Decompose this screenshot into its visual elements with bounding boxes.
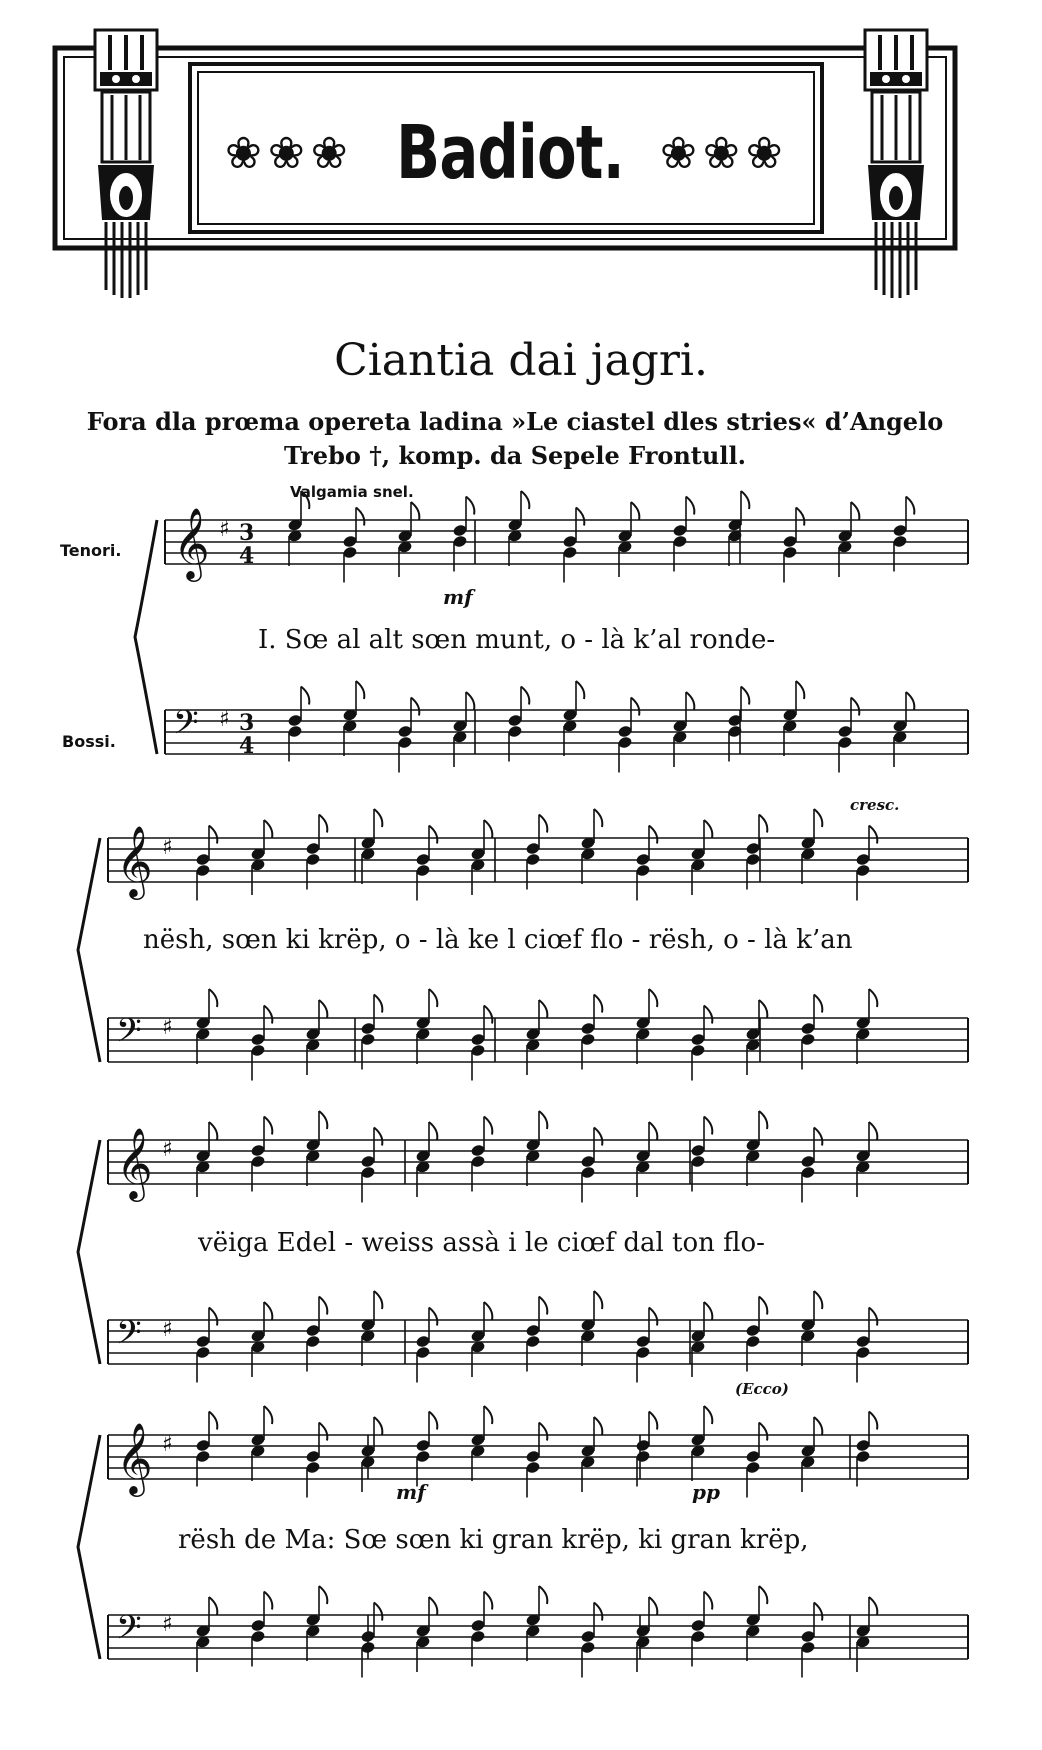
subtitle-line-2: Trebo †, komp. da Sepele Frontull.: [284, 441, 746, 470]
dynamic-mf-1: mf: [443, 585, 473, 609]
treble-clef: 𝄞: [116, 824, 153, 897]
note-flag: [906, 692, 914, 710]
note-flag: [411, 502, 419, 520]
note-flag: [796, 508, 804, 526]
note-flag: [759, 1111, 767, 1129]
note-flag: [209, 1122, 217, 1140]
note-flag: [319, 1423, 327, 1441]
note-flag: [869, 826, 877, 844]
note-flag: [869, 1122, 877, 1140]
key-signature: ♯: [162, 835, 173, 860]
ornament-right: ❀❀❀: [660, 128, 789, 179]
note-flag: [264, 1117, 272, 1135]
note-flag: [319, 1111, 327, 1129]
note-flag: [869, 1308, 877, 1326]
note-flag: [429, 1412, 437, 1430]
key-signature: ♯: [162, 1137, 173, 1162]
note-flag: [814, 1291, 822, 1309]
note-flag: [814, 995, 822, 1013]
note-flag: [484, 1302, 492, 1320]
note-flag: [686, 497, 694, 515]
bass-clef: 𝄢: [116, 1012, 142, 1058]
note-flag: [851, 698, 859, 716]
note-flag: [466, 497, 474, 515]
system-brace: [78, 1435, 100, 1659]
note-flag: [484, 1592, 492, 1610]
dynamic-ecco: (Ecco): [735, 1380, 789, 1398]
key-signature: ♯: [162, 1612, 173, 1637]
note-flag: [649, 1308, 657, 1326]
note-flag: [759, 815, 767, 833]
note-flag: [411, 698, 419, 716]
note-flag: [759, 1586, 767, 1604]
note-flag: [539, 1297, 547, 1315]
note-flag: [594, 1417, 602, 1435]
note-flag: [704, 1406, 712, 1424]
note-flag: [429, 1122, 437, 1140]
note-flag: [319, 815, 327, 833]
note-flag: [906, 497, 914, 515]
part-label-tenor: Tenori.: [60, 541, 122, 560]
note-flag: [374, 809, 382, 827]
note-flag: [264, 1406, 272, 1424]
note-flag: [796, 681, 804, 699]
treble-clef: 𝄞: [173, 506, 210, 579]
system-brace: [78, 1140, 100, 1364]
dynamic-cresc: cresc.: [850, 796, 900, 814]
note-flag: [759, 1000, 767, 1018]
note-flag: [374, 1128, 382, 1146]
note-flag: [301, 687, 309, 705]
part-label-bass: Bossi.: [62, 732, 116, 751]
note-flag: [704, 1592, 712, 1610]
note-flag: [429, 989, 437, 1007]
dynamic-pp: pp: [692, 1480, 720, 1504]
note-flag: [649, 826, 657, 844]
note-flag: [374, 1291, 382, 1309]
note-flag: [264, 820, 272, 838]
note-flag: [521, 687, 529, 705]
note-flag: [704, 1006, 712, 1024]
note-flag: [429, 1597, 437, 1615]
note-flag: [649, 1597, 657, 1615]
note-flag: [319, 1000, 327, 1018]
note-flag: [319, 1586, 327, 1604]
note-flag: [704, 820, 712, 838]
lyrics-system-2: nësh, sœn ki krëp, o - là ke l ciœf flo - rësh, o - là k’an: [143, 925, 853, 955]
key-signature: ♯: [162, 1432, 173, 1457]
note-flag: [649, 1122, 657, 1140]
note-flag: [594, 809, 602, 827]
note-flag: [869, 1412, 877, 1430]
note-flag: [429, 1308, 437, 1326]
note-flag: [356, 681, 364, 699]
note-flag: [466, 692, 474, 710]
song-title: Ciantia dai jagri.: [334, 335, 708, 386]
note-flag: [576, 681, 584, 699]
note-flag: [704, 1117, 712, 1135]
lyrics-system-4: rësh de Ma: Sœ sœn ki gran krëp, ki gran krëp,: [178, 1525, 809, 1555]
note-flag: [869, 1597, 877, 1615]
note-flag: [521, 491, 529, 509]
time-signature: 3: [239, 520, 255, 546]
note-flag: [759, 1423, 767, 1441]
note-flag: [374, 1603, 382, 1621]
note-flag: [484, 1406, 492, 1424]
key-signature: ♯: [162, 1317, 173, 1342]
system-brace: [78, 838, 100, 1062]
note-flag: [741, 687, 749, 705]
note-flag: [209, 1412, 217, 1430]
dynamic-mf-2: mf: [396, 1480, 426, 1504]
bass-clef: 𝄢: [116, 1609, 142, 1655]
note-flag: [429, 826, 437, 844]
note-flag: [484, 1117, 492, 1135]
treble-clef: 𝄞: [116, 1126, 153, 1199]
note-flag: [484, 820, 492, 838]
bass-clef: 𝄢: [116, 1314, 142, 1360]
note-flag: [209, 989, 217, 1007]
note-flag: [319, 1297, 327, 1315]
note-flag: [356, 508, 364, 526]
note-flag: [631, 698, 639, 716]
note-flag: [264, 1006, 272, 1024]
note-flag: [209, 1597, 217, 1615]
ornament-left: ❀❀❀: [225, 128, 354, 179]
note-flag: [374, 1417, 382, 1435]
note-flag: [631, 502, 639, 520]
note-flag: [374, 995, 382, 1013]
note-flag: [704, 1302, 712, 1320]
key-signature: ♯: [162, 1015, 173, 1040]
note-flag: [594, 1291, 602, 1309]
tempo-marking: Valgamia snel.: [290, 483, 414, 501]
time-signature: 4: [239, 733, 255, 759]
note-flag: [649, 1412, 657, 1430]
note-flag: [851, 502, 859, 520]
note-flag: [539, 1423, 547, 1441]
note-flag: [759, 1297, 767, 1315]
note-flag: [264, 1302, 272, 1320]
note-flag: [484, 1006, 492, 1024]
lyrics-system-1: I. Sœ al alt sœn munt, o - là k’al ronde-: [258, 625, 776, 655]
note-flag: [264, 1592, 272, 1610]
note-flag: [209, 1308, 217, 1326]
note-flag: [209, 826, 217, 844]
note-flag: [539, 1586, 547, 1604]
note-flag: [301, 491, 309, 509]
time-signature: 3: [239, 710, 255, 736]
note-flag: [686, 692, 694, 710]
note-flag: [869, 989, 877, 1007]
note-flag: [539, 815, 547, 833]
note-flag: [814, 1128, 822, 1146]
note-flag: [814, 809, 822, 827]
note-flag: [594, 995, 602, 1013]
note-flag: [649, 989, 657, 1007]
note-flag: [539, 1000, 547, 1018]
key-signature: ♯: [219, 517, 230, 542]
treble-clef: 𝄞: [116, 1421, 153, 1494]
note-flag: [594, 1128, 602, 1146]
key-signature: ♯: [219, 707, 230, 732]
section-title: Badiot.: [396, 110, 624, 196]
note-flag: [741, 491, 749, 509]
system-brace: [135, 520, 157, 754]
note-flag: [576, 508, 584, 526]
bass-clef: 𝄢: [173, 704, 199, 750]
subtitle-line-1: Fora dla prœma opereta ladina »Le ciastel dles stries« d’Angelo: [86, 407, 944, 436]
time-signature: 4: [239, 543, 255, 569]
note-flag: [539, 1111, 547, 1129]
lyrics-system-3: vëiga Edel - weiss assà i le ciœf dal ton flo-: [198, 1228, 765, 1258]
note-flag: [814, 1603, 822, 1621]
note-flag: [814, 1417, 822, 1435]
note-flag: [594, 1603, 602, 1621]
